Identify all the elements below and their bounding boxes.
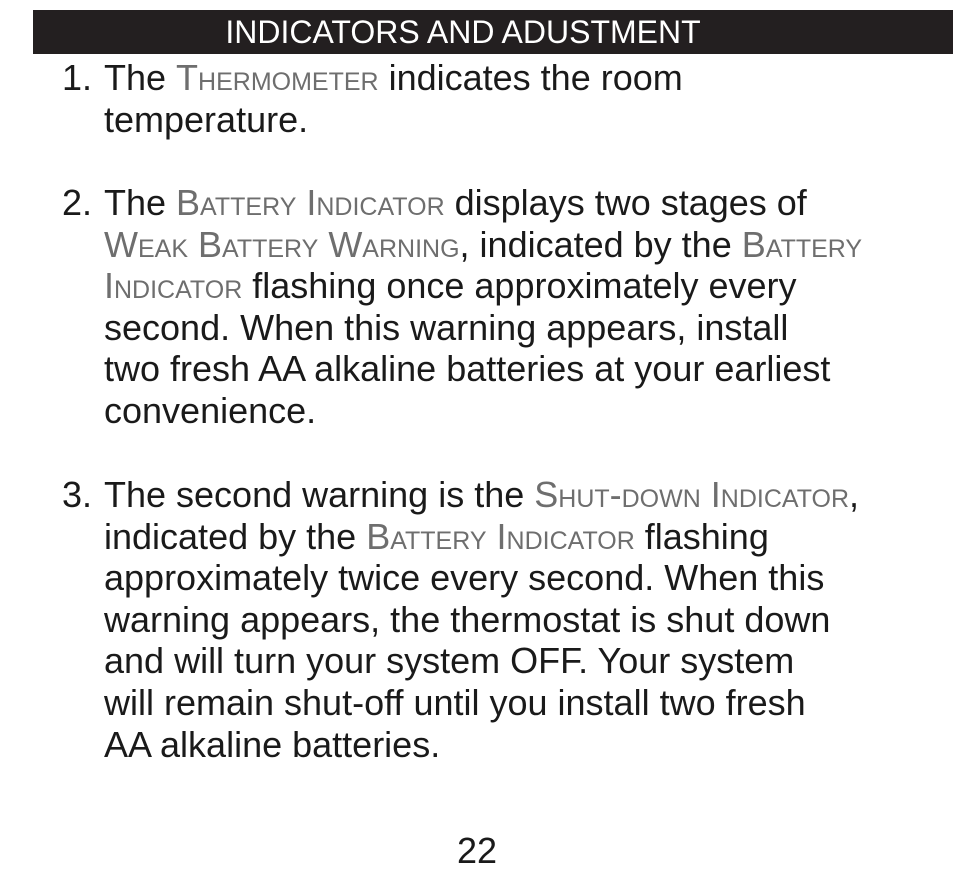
text-line [104, 390, 316, 432]
text-line [104, 348, 830, 390]
text-segment: The [104, 182, 177, 223]
text-line [104, 57, 683, 99]
text-segment: The [104, 57, 177, 98]
text-segment: convenience. [104, 390, 317, 431]
indicator-term: Battery Indicator [366, 515, 635, 557]
text-line [104, 182, 807, 224]
indicator-term: Battery Indicator [176, 182, 445, 223]
text-segment: flashing once approximately every [242, 265, 797, 307]
text-segment: indicates the room [378, 57, 683, 98]
list-item-number: 1. [62, 57, 93, 98]
text-line [104, 265, 797, 307]
text-segment: two fresh AA alkaline batteries at your earliest [104, 348, 831, 390]
section-title: INDICATORS AND ADUSTMENT [225, 14, 701, 50]
text-line [104, 99, 308, 141]
text-segment: will remain shut-off until you install two fresh [104, 682, 806, 723]
text-segment: , [849, 474, 860, 515]
page-number: 22 [456, 830, 498, 871]
text-segment: AA alkaline batteries. [104, 723, 441, 765]
text-line [104, 640, 794, 682]
text-segment: indicated by the [104, 515, 367, 557]
text-line [104, 557, 824, 599]
indicator-term: Shut-down Indicator [534, 474, 850, 515]
text-line [104, 224, 862, 266]
text-segment: temperature. [104, 98, 309, 140]
text-segment: flashing [634, 515, 769, 557]
text-line [104, 682, 806, 724]
section-header-bar [33, 10, 953, 54]
indicator-term: Weak Battery Warning [104, 223, 460, 265]
indicator-term: Indicator [104, 265, 243, 307]
text-segment: , indicated by the [459, 223, 742, 265]
text-line [104, 516, 769, 558]
text-segment: The second warning is the [104, 474, 535, 515]
text-line [104, 724, 440, 766]
text-line [104, 474, 859, 516]
text-segment: second. When this warning appears, install [104, 306, 789, 348]
text-line [104, 307, 788, 349]
text-line [104, 599, 830, 641]
text-segment: displays two stages of [444, 182, 807, 223]
indicator-term: Battery [741, 223, 863, 265]
list-item-number: 3. [62, 474, 93, 515]
list-item-number: 2. [62, 182, 93, 223]
indicator-term: Thermometer [176, 57, 379, 98]
text-segment: approximately twice every second. When this [104, 557, 825, 599]
text-segment: and will turn your system OFF. Your system [104, 640, 795, 682]
text-segment: warning appears, the thermostat is shut down [104, 598, 831, 640]
